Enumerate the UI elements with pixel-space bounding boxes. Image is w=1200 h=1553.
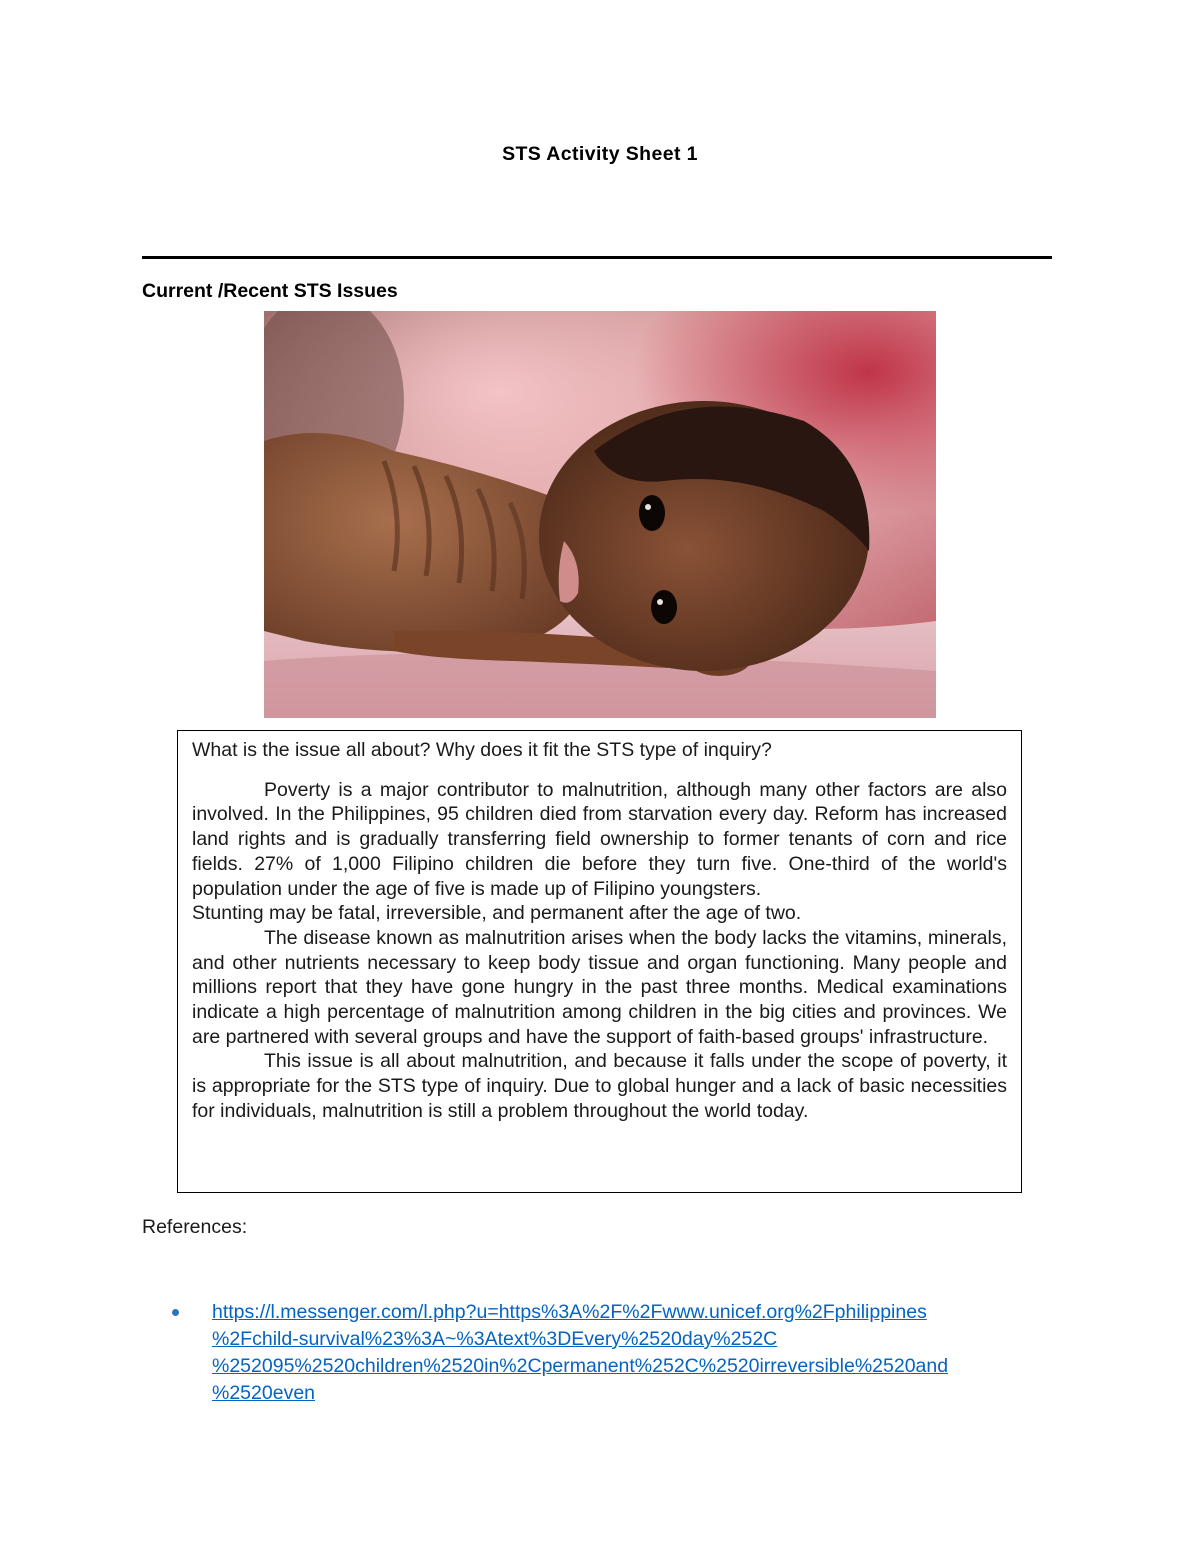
issue-text-box <box>177 730 1022 1193</box>
reference-link-line: %2Fchild-survival%23%3A~%3Atext%3DEvery%2520day%252C <box>212 1328 778 1350</box>
reference-link-line: %252095%2520children%2520in%2Cpermanent%252C%2520irreversible%2520and <box>212 1355 949 1377</box>
references-label: References: <box>142 1216 248 1238</box>
reference-item <box>172 1299 1052 1407</box>
photo-malnourished-child <box>264 311 936 718</box>
reference-link-line: https://l.messenger.com/l.php?u=https%3A%2F%2Fwww.unicef.org%2Fphilippines <box>212 1301 927 1323</box>
reference-link[interactable] <box>212 1299 1052 1407</box>
inquiry-question: What is the issue all about? Why does it fit the STS type of inquiry? <box>192 739 772 761</box>
section-heading: Current /Recent STS Issues <box>142 280 398 302</box>
bullet-icon <box>172 1309 179 1316</box>
answer-paragraph: Stunting may be fatal, irreversible, and permanent after the age of two. <box>192 902 802 925</box>
answer-paragraph: The disease known as malnutrition arises when the body lacks the vitamins, minerals, and other nutrients necessary to keep body tissue and organ functioning. Many people and millions report that they have gone hungry in the past three months. Medical examinations indicate a high percentage of malnutrition among children in the big cities and provinces. We are partnered with several groups and have the support of faith-based groups' infrastructure. <box>192 926 1007 1048</box>
reference-list <box>172 1299 1052 1407</box>
horizontal-divider <box>142 256 1052 259</box>
document-title: STS Activity Sheet 1 <box>502 143 698 165</box>
answer-paragraph: This issue is all about malnutrition, and because it falls under the scope of poverty, it is appropriate for the STS type of inquiry. Due to global hunger and a lack of basic necessities for individuals, malnutrition is still a problem throughout the world today. <box>192 1050 1007 1122</box>
reference-link-line: %2520even <box>212 1382 316 1404</box>
answer-paragraph: Poverty is a major contributor to malnutrition, although many other factors are also involved. In the Philippines, 95 children died from starvation every day. Reform has increased land rights and is gradually transferring field ownership to former tenants of corn and rice fields. 27% of 1,000 Filipino children die before they turn five. One-third of the world's population under the age of five is made up of Filipino youngsters. <box>192 778 1007 900</box>
